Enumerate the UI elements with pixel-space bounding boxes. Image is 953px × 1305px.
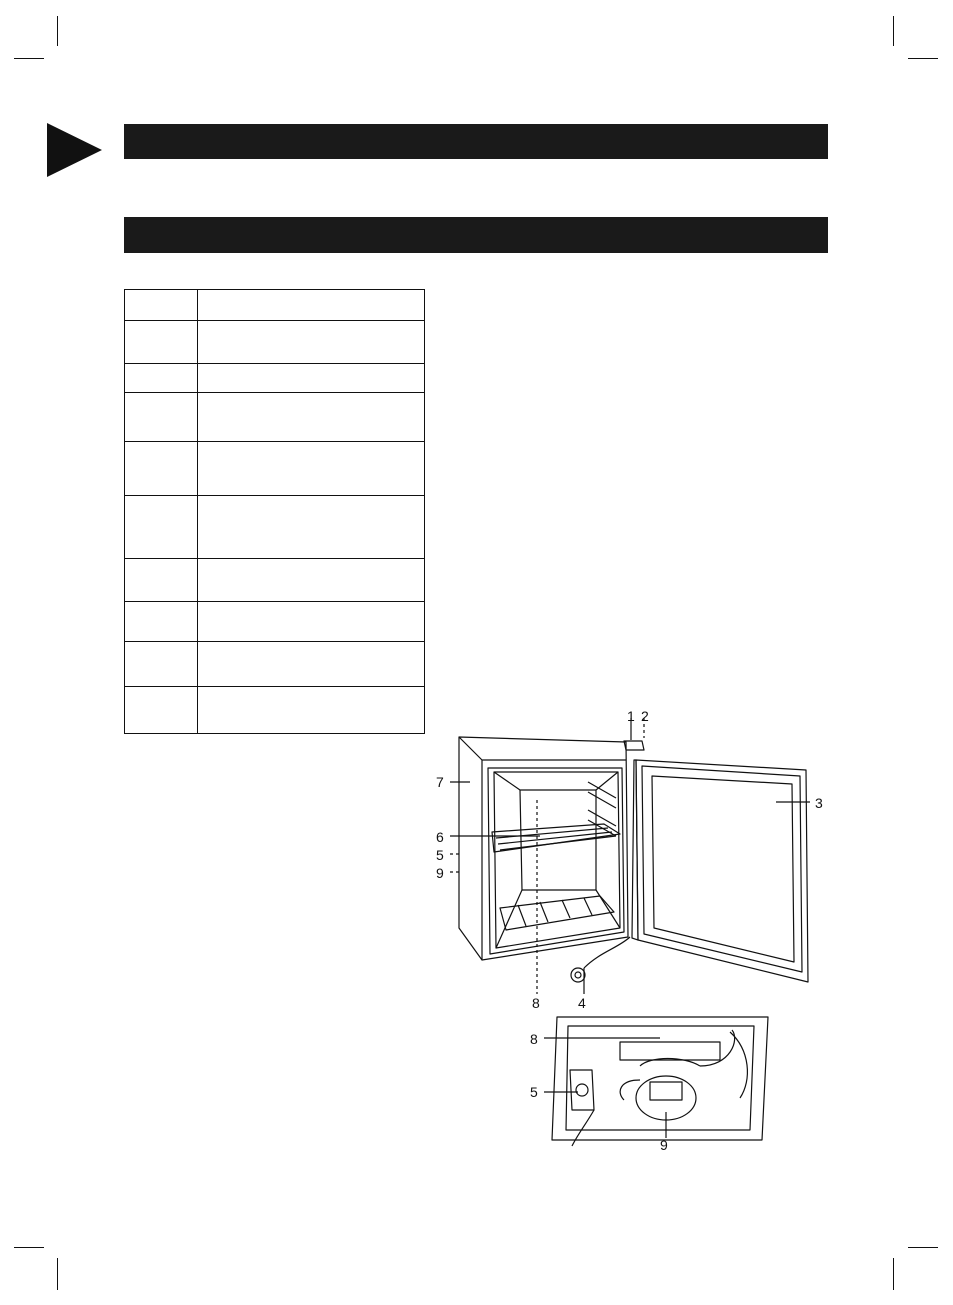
callout-label: 6 [436, 829, 444, 845]
callout-label: 8 [532, 995, 540, 1011]
callout-label: 3 [815, 795, 823, 811]
callout-label: 8 [530, 1031, 538, 1047]
callout-label: 2 [641, 708, 649, 724]
callout-label: 5 [436, 847, 444, 863]
callout-label: 5 [530, 1084, 538, 1100]
callout-label: 9 [436, 865, 444, 881]
callout-label: 1 [627, 708, 635, 724]
callout-label: 4 [578, 995, 586, 1011]
callout-label: 7 [436, 774, 444, 790]
callout-label: 9 [660, 1137, 668, 1153]
